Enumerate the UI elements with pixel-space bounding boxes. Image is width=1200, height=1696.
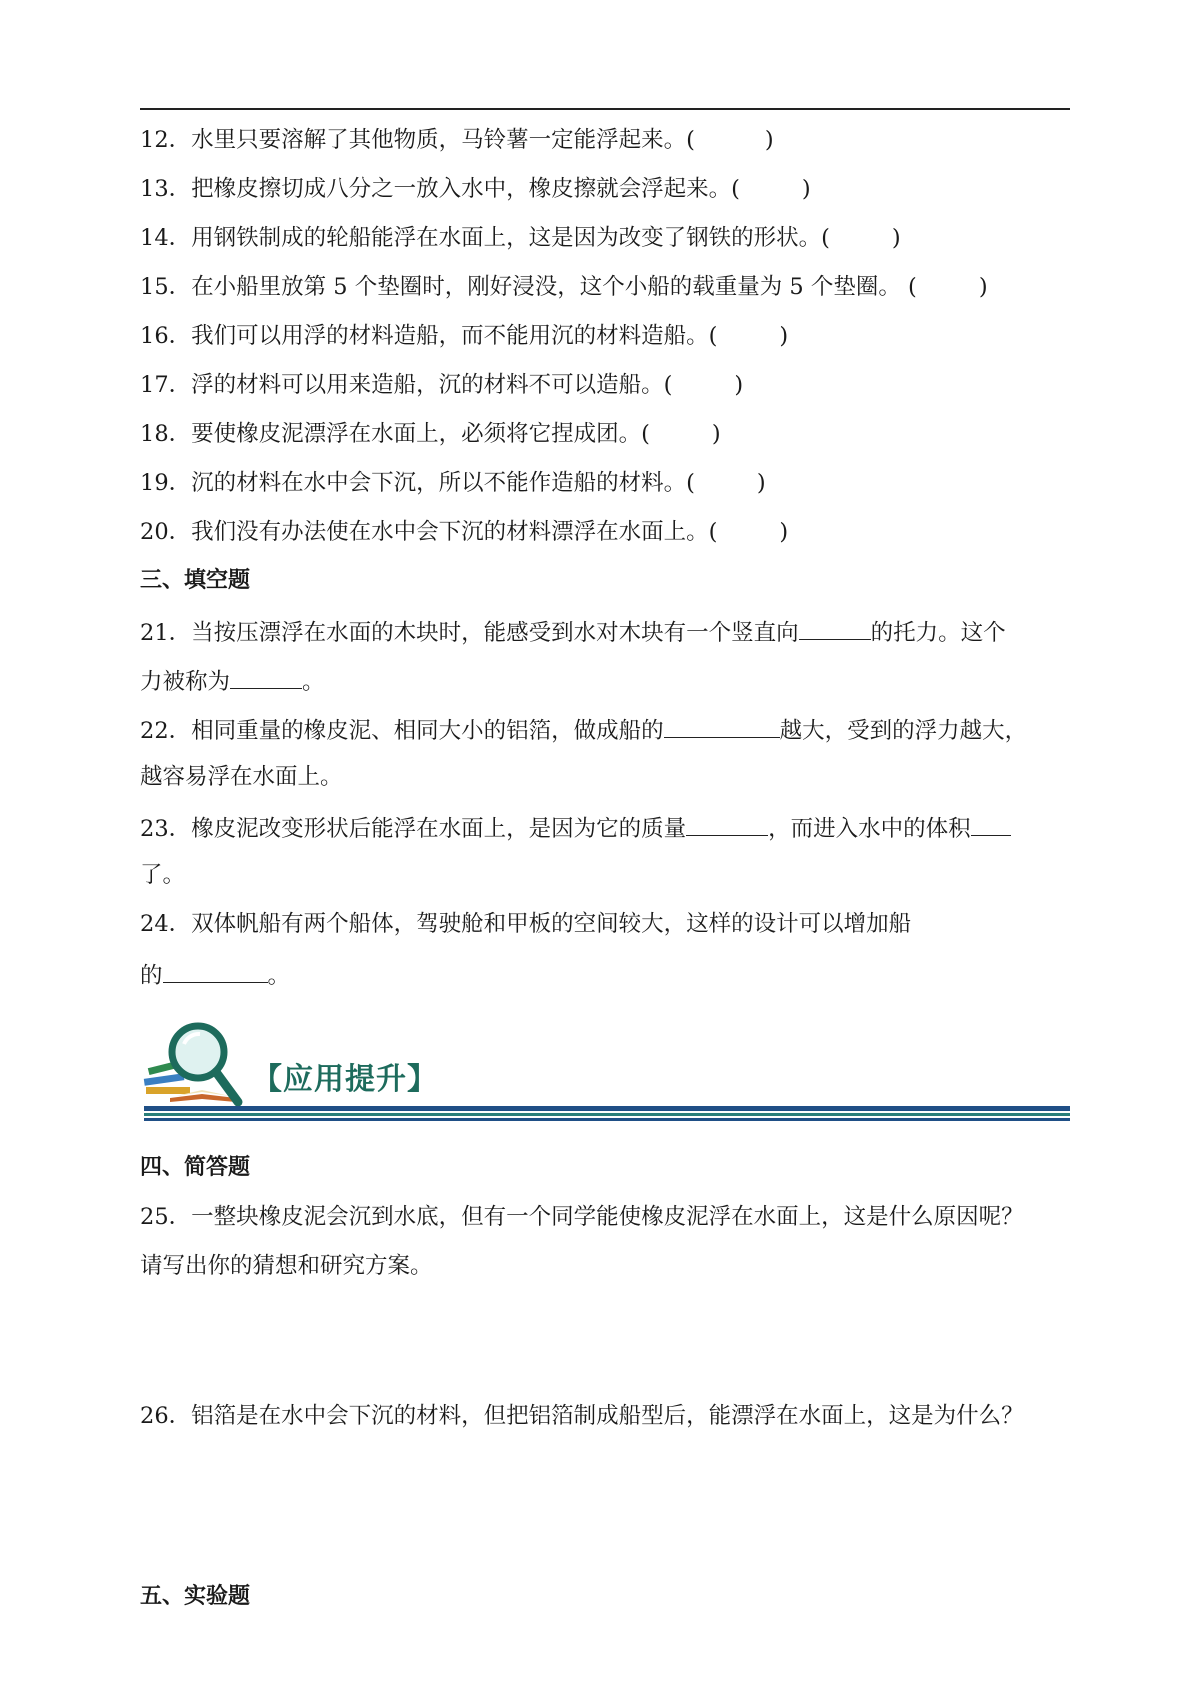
question-26: 26．铝箔是在水中会下沉的材料，但把铝箔制成船型后，能漂浮在水面上，这是为什么？ — [140, 1403, 1024, 1429]
question-21-line1: 21．当按压漂浮在水面的木块时，能感受到水对木块有一个竖直向 的托力。这个 — [140, 615, 1070, 648]
question-25-line2: 请写出你的猜想和研究方案。 — [140, 1253, 433, 1279]
judge-item-12: 12．水里只要溶解了其他物质，马铃薯一定能浮起来。( ) — [140, 127, 774, 153]
judge-item-17: 17．浮的材料可以用来造船，沉的材料不可以造船。( ) — [140, 372, 744, 398]
section-heading-experiment: 五、实验题 — [140, 1584, 251, 1609]
judge-item-20: 20．我们没有办法使在水中会下沉的材料漂浮在水面上。( ) — [140, 519, 789, 545]
answer-blank[interactable] — [799, 615, 871, 640]
banner-stripes — [144, 1106, 1070, 1121]
banner-title: 【应用提升】 — [252, 1062, 438, 1097]
section-heading-short-answer: 四、简答题 — [140, 1155, 251, 1180]
judge-item-15: 15．在小船里放第 5 个垫圈时，刚好浸没，这个小船的载重量为 5 个垫圈。 ( ) — [140, 274, 988, 300]
answer-blank[interactable] — [163, 958, 268, 983]
section-heading-fill-blank: 三、填空题 — [140, 568, 251, 593]
judge-item-13: 13．把橡皮擦切成八分之一放入水中，橡皮擦就会浮起来。( ) — [140, 176, 811, 202]
header-rule — [140, 108, 1070, 110]
question-23-line1: 23．橡皮泥改变形状后能浮在水面上，是因为它的质量 ，而进入水中的体积 — [140, 811, 1070, 844]
judge-item-19: 19．沉的材料在水中会下沉，所以不能作造船的材料。( ) — [140, 470, 766, 496]
question-23-line2: 了。 — [140, 862, 186, 888]
question-24-line2: 的 。 — [140, 958, 1070, 991]
question-24-line1: 24．双体帆船有两个船体，驾驶舱和甲板的空间较大，这样的设计可以增加船 — [140, 911, 912, 937]
question-21-line2: 力被称为 。 — [140, 664, 1070, 697]
magnifier-book-icon — [140, 1020, 252, 1112]
judge-item-16: 16．我们可以用浮的材料造船，而不能用沉的材料造船。( ) — [140, 323, 789, 349]
answer-blank[interactable] — [230, 664, 302, 689]
answer-blank[interactable] — [686, 811, 768, 836]
question-22-line2: 越容易浮在水面上。 — [140, 764, 343, 790]
question-25-line1: 25．一整块橡皮泥会沉到水底，但有一个同学能使橡皮泥浮在水面上，这是什么原因呢？ — [140, 1204, 1024, 1230]
answer-blank[interactable] — [971, 811, 1011, 836]
judge-item-14: 14．用钢铁制成的轮船能浮在水面上，这是因为改变了钢铁的形状。( ) — [140, 225, 901, 251]
judge-item-18: 18．要使橡皮泥漂浮在水面上，必须将它捏成团。( ) — [140, 421, 721, 447]
section-banner — [140, 1020, 1075, 1130]
question-22-line1: 22．相同重量的橡皮泥、相同大小的铝箔，做成船的 越大，受到的浮力越大， — [140, 713, 1070, 746]
answer-blank[interactable] — [664, 713, 780, 738]
